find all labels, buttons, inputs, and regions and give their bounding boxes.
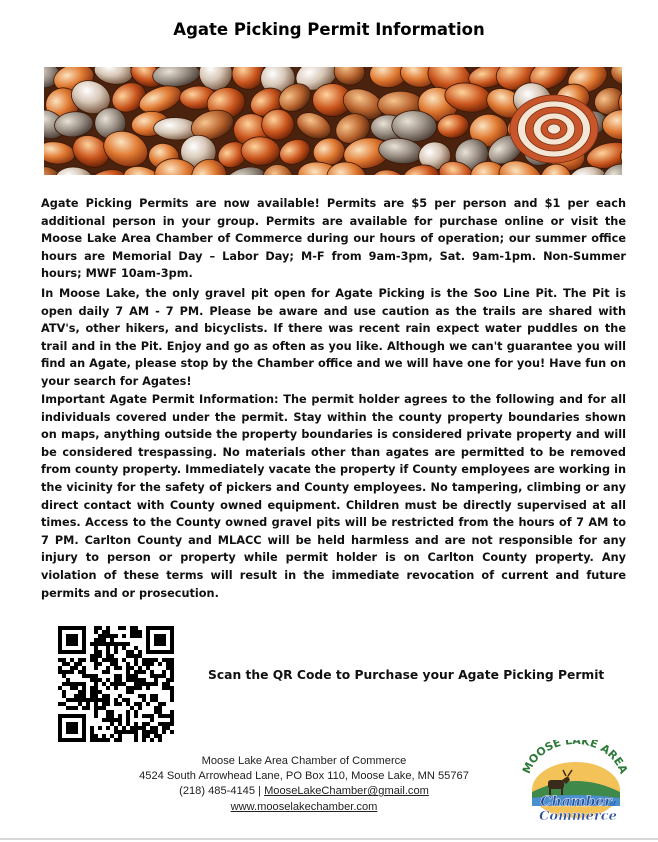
banded-agate (548, 124, 561, 134)
bottom-divider (0, 838, 658, 840)
footer-email-link[interactable]: MooseLakeChamber@gmail.com (264, 785, 429, 798)
page-title: Agate Picking Permit Information (173, 20, 485, 39)
logo-commerce-text: Commerce (539, 809, 617, 824)
soo-line-pit-paragraph: In Moose Lake, the only gravel pit open for Agate Picking is the Soo Line Pit. The Pit is open daily 7 AM - 7 PM. Please be aware and use caution as the trails are shared with ATV's, other hikers, and bicyclists. If there was recent rain expect water puddles on the trail and in the Pit. Enjoy and go as often as you like. Although we can't guarantee you will find an Agate, please stop by the Chamber office and we will have one for you! Have fun on your search for Agates! (41, 287, 626, 388)
logo-chamber-text: Chamber (540, 794, 612, 810)
logo-of-text: of (610, 801, 616, 808)
footer-separator: | (255, 785, 265, 798)
moose-lake-chamber-logo (518, 740, 632, 824)
qr-code[interactable] (58, 626, 174, 742)
agate-stones-photo (44, 67, 622, 175)
qr-code-image[interactable] (58, 626, 174, 742)
footer-website-link[interactable]: www.mooselakechamber.com (230, 800, 378, 813)
permit-terms-paragraph: Important Agate Permit Information: The permit holder agrees to the following and for all individuals covered under the permit. Stay within the county property boundaries shown on maps, anything outside the property boundaries is considered private property and will be considered trespassing. No materials other than agates are permitted to be removed from county property. Immediately vacate the property if County employees are working in the vicinity for the safety of pickers and County employees. No tampering, climbing or any direct contact with County owned equipment. Children must be directly supervised at all times. Access to the County owned gravel pits will be restricted from the hours of 7 AM to 7 PM. Carlton County and MLACC will be held harmless and are not responsible for any injury to person or property while permit holder is on Carlton County property. Any violation of these terms will result in the immediate revocation of current and future permits and or prosecution. (41, 393, 626, 600)
permit-availability-paragraph: Agate Picking Permits are now available! Permits are $5 per person and $1 per each additional person in your group. Permits are available for purchase online or visit the Moose Lake Area Chamber of Commerce during our hours of operation; our summer office hours are Memorial Day – Labor Day; M-F from 9am-3pm, Sat. 9am-1pm. Non-Summer hours; MWF 10am-3pm. (41, 197, 626, 281)
qr-caption: Scan the QR Code to Purchase your Agate Picking Permit (208, 668, 605, 682)
logo-arc-text: MOOSE LAKE AREA (519, 740, 631, 776)
footer-phone: (218) 485-4145 (179, 785, 256, 798)
footer-org: Moose Lake Area Chamber of Commerce (201, 755, 407, 767)
footer-address: 4524 South Arrowhead Lane, PO Box 110, Moose Lake, MN 55767 (139, 770, 469, 783)
agate-stones-image (44, 67, 622, 175)
footer-phone-email-line (110, 784, 498, 799)
footer-contact (110, 754, 498, 815)
